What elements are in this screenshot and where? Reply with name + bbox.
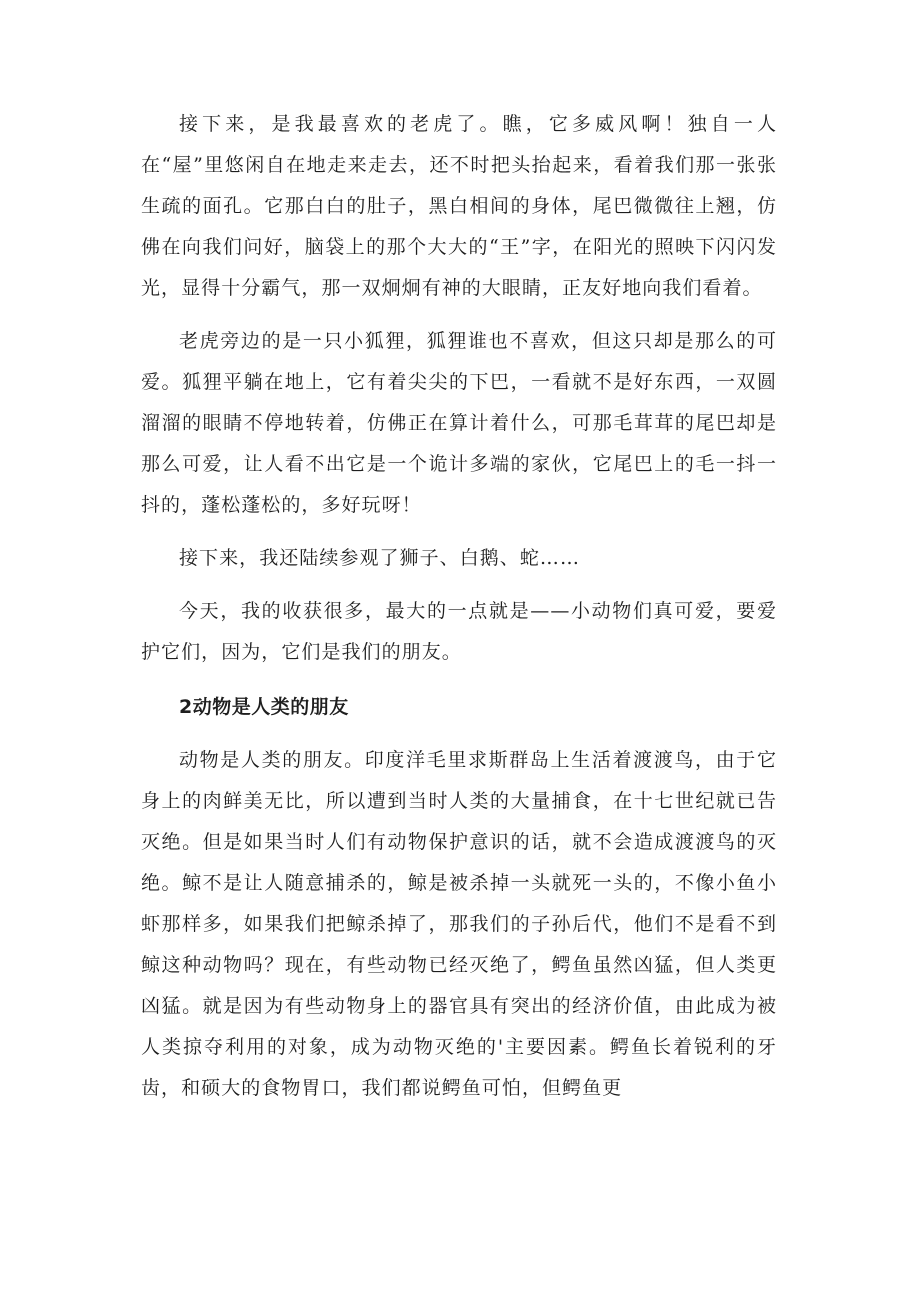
paragraph-tiger: 接下来，是我最喜欢的老虎了。瞧，它多威风啊！独自一人在“屋”里悠闲自在地走来走去，还不时把头抬起来，看着我们那一张张生疏的面孔。它那白白的肚子，黑白相间的身体，尾巴微微往上翘，仿佛在向我们问好，脑袋上的那个大大的“王”字，在阳光的照映下闪闪发光，显得十分霸气，那一双炯炯有神的大眼睛，正友好地向我们看着。	[141, 113, 777, 299]
paragraph-fox: 老虎旁边的是一只小狐狸，狐狸谁也不喜欢，但这只却是那么的可爱。狐狸平躺在地上，它有着尖尖的下巴，一看就不是好东西，一双圆溜溜的眼睛不停地转着，仿佛正在算计着什么，可那毛茸茸的尾巴却是那么可爱，让人看不出它是一个诡计多端的家伙，它尾巴上的毛一抖一抖的，蓬松蓬松的，多好玩呀！	[141, 330, 777, 516]
paragraph-conclusion: 今天，我的收获很多，最大的一点就是——小动物们真可爱，要爱护它们，因为，它们是我们的朋友。	[141, 600, 777, 663]
paragraph-others: 接下来，我还陆续参观了狮子、白鹅、蛇……	[179, 547, 581, 569]
paragraph-animals-friends: 动物是人类的朋友。印度洋毛里求斯群岛上生活着渡渡鸟，由于它身上的肉鲜美无比，所以遭到当时人类的大量捕食，在十七世纪就已告灭绝。但是如果当时人们有动物保护意识的话，就不会造成渡渡鸟的灭绝。鲸不是让人随意捕杀的，鲸是被杀掉一头就死一头的，不像小鱼小虾那样多，如果我们把鲸杀掉了，那我们的子孙后代，他们不是看不到鲸这种动物吗？现在，有些动物已经灭绝了，鳄鱼虽然凶猛，但人类更凶猛。就是因为有些动物身上的器官具有突出的经济价值，由此成为被人类掠夺利用的对象，成为动物灭绝的'主要因素。鳄鱼长着锐利的牙齿，和硕大的食物胃口，我们都说鳄鱼可怕，但鳄鱼更	[141, 749, 777, 1099]
document-body	[141, 104, 777, 1121]
section-heading: 2动物是人类的朋友	[179, 696, 349, 718]
